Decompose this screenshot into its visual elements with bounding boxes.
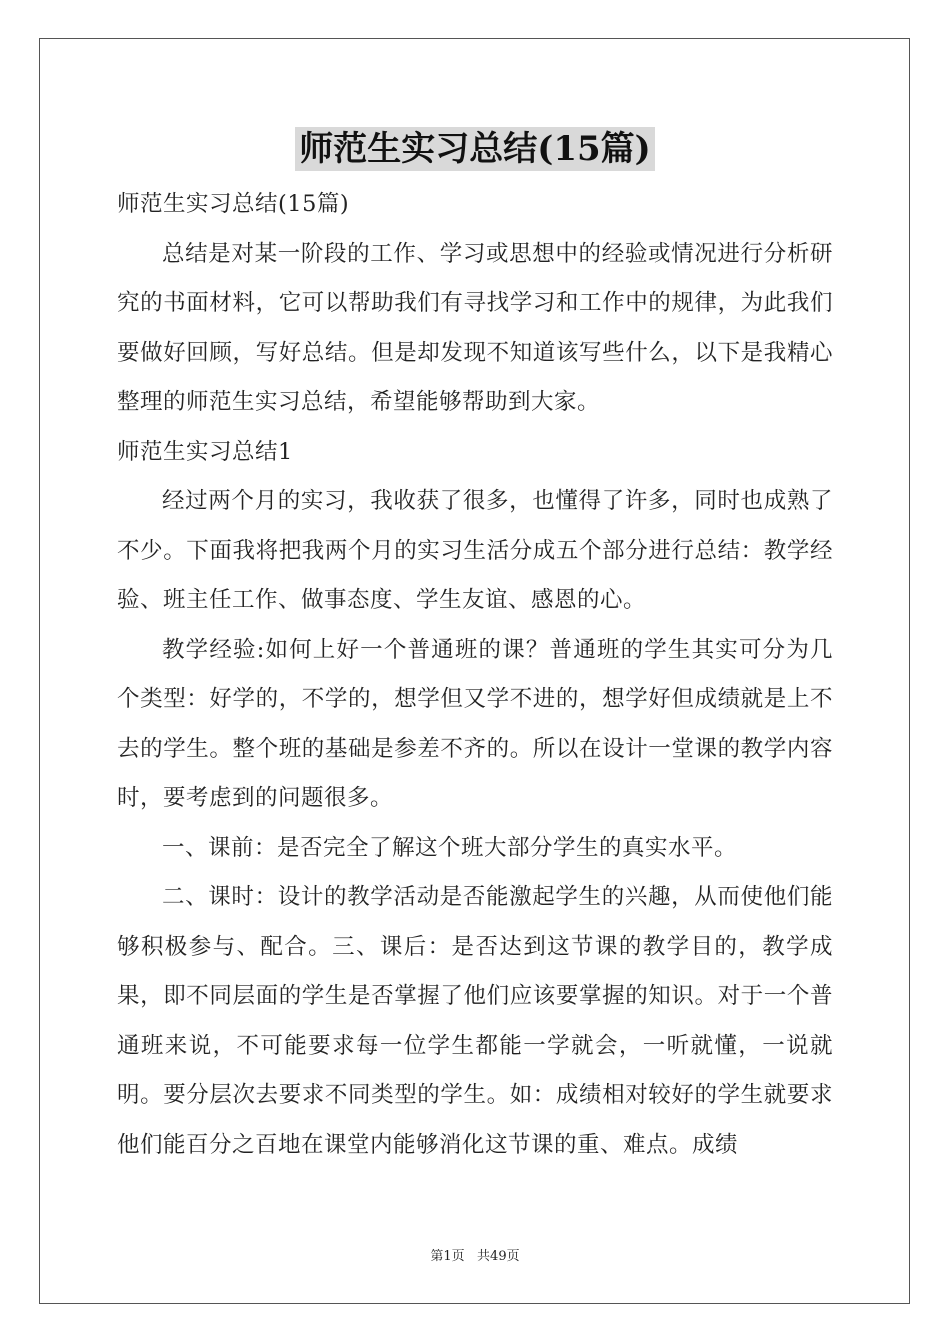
body-paragraph: 教学经验:如何上好一个普通班的课？普通班的学生其实可分为几个类型：好学的，不学的，想学但又学不进的，想学好但成绩就是上不去的学生。整个班的基础是参差不齐的。所以在设计一堂课的教学内容时，要考虑到的问题很多。: [117, 636, 833, 811]
body-paragraph: 二、课时：设计的教学活动是否能激起学生的兴趣，从而使他们能够积极参与、配合。三、课后：是否达到这节课的教学目的，教学成果，即不同层面的学生是否掌握了他们应该要掌握的知识。对于一个普通班来说，不可能要求每一位学生都能一学就会，一听就懂，一说就明。要分层次去要求不同类型的学生。如：成绩相对较好的学生就要求他们能百分之百地在课堂内能够消化这节课的重、难点。成绩: [117, 884, 833, 1158]
title-container: [0, 127, 950, 171]
document-title: 师范生实习总结(15篇): [295, 127, 655, 171]
page-footer: 第1页 共49页: [430, 1249, 520, 1264]
body-paragraph: 经过两个月的实习，我收获了很多，也懂得了许多，同时也成熟了不少。下面我将把我两个月的实习生活分成五个部分进行总结：教学经验、班主任工作、做事态度、学生友谊、感恩的心。: [117, 488, 833, 613]
subtitle-heading: 师范生实习总结(15篇): [117, 191, 350, 217]
body-paragraph: 一、课前：是否完全了解这个班大部分学生的真实水平。: [162, 834, 738, 861]
document-body: [117, 180, 833, 1170]
intro-paragraph: 总结是对某一阶段的工作、学习或思想中的经验或情况进行分析研究的书面材料，它可以帮助我们有寻找学习和工作中的规律，为此我们要做好回顾，写好总结。但是却发现不知道该写些什么，以下是我精心整理的师范生实习总结，希望能够帮助到大家。: [117, 240, 833, 415]
section-heading-1: 师范生实习总结1: [117, 438, 293, 465]
